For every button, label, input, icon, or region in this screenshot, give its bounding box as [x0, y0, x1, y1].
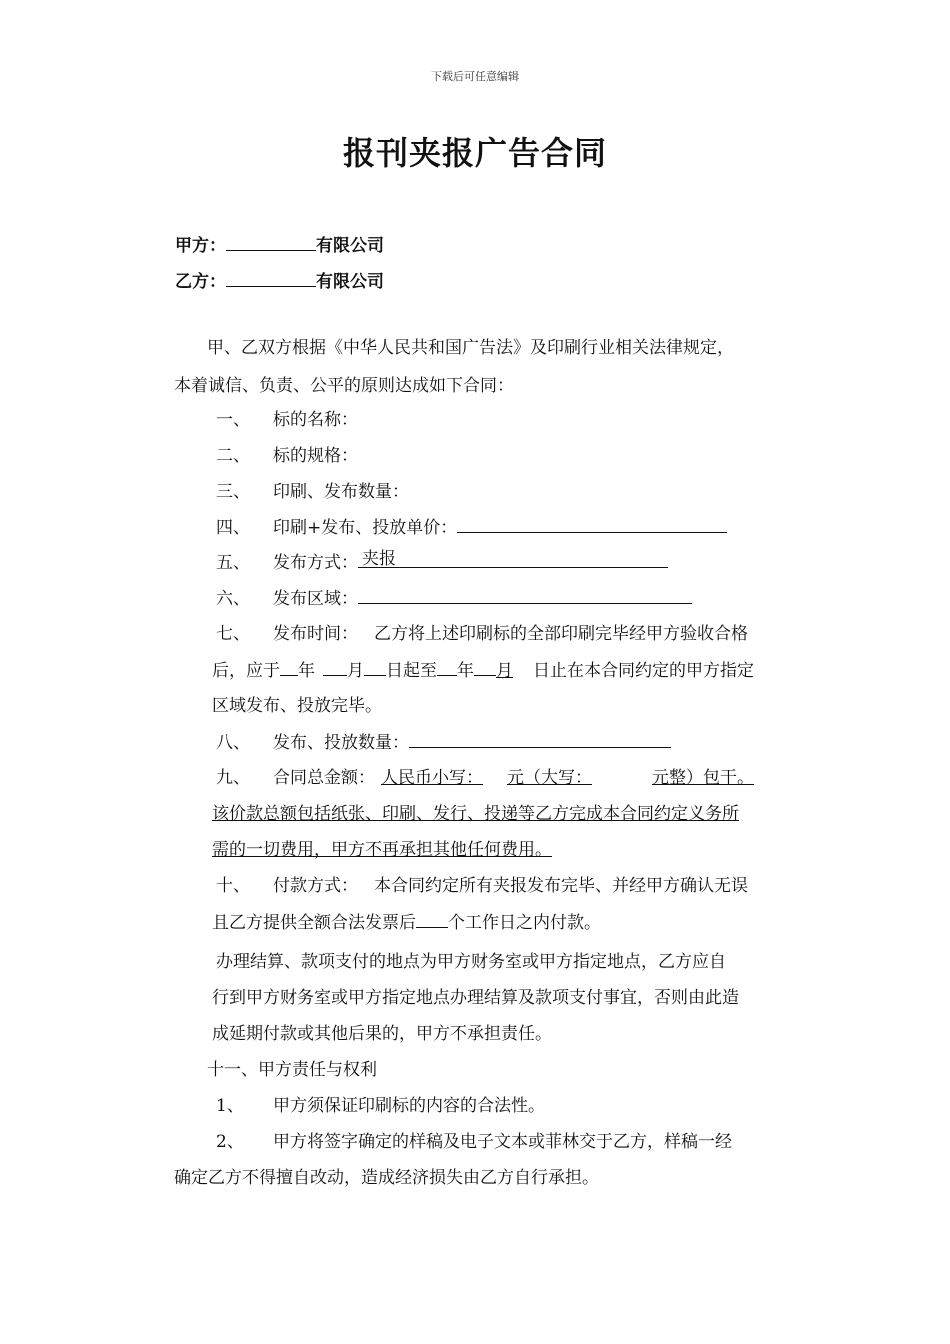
payment-suffix: 个工作日之内付款。	[448, 913, 601, 933]
month-label: 月	[496, 661, 513, 681]
item-number: 2、	[216, 1132, 244, 1152]
item-10-line-2	[212, 911, 601, 934]
section-11-item-1	[216, 1095, 545, 1117]
section-11-item-2	[216, 1131, 732, 1153]
party-a-line	[175, 231, 384, 256]
day-label: 日起至	[386, 661, 437, 681]
item-7-line-3: 区域发布、投放完毕。	[212, 696, 382, 716]
date-suffix: 日止在本合同约定的甲方指定	[533, 661, 754, 681]
item-number: 六、	[216, 589, 250, 609]
settlement-line-1: 办理结算、款项支付的地点为甲方财务室或甲方指定地点，乙方应自	[216, 952, 726, 972]
party-b-suffix: 有限公司	[316, 272, 384, 292]
payment-prefix: 且乙方提供全额合法发票后	[212, 913, 416, 933]
item-9-line-3: 需的一切费用，甲方不再承担其他任何费用。	[212, 840, 552, 860]
item-10	[216, 875, 748, 897]
quantity-blank[interactable]	[409, 731, 671, 748]
page-title: 报刊夹报广告合同	[342, 134, 607, 172]
intro-line-1: 甲、乙双方根据《中华人民共和国广告法》及印刷行业相关法律规定，	[207, 338, 734, 358]
start-day-blank[interactable]	[364, 659, 386, 676]
item-number: 八、	[216, 733, 250, 753]
amount-small-label: 人民币小写：	[381, 768, 483, 788]
start-year-blank[interactable]	[280, 659, 298, 676]
party-b-line	[175, 267, 384, 292]
item-7	[216, 623, 748, 645]
workdays-blank[interactable]	[416, 911, 448, 928]
item-label: 标的规格：	[273, 446, 358, 466]
publish-area-blank[interactable]	[358, 587, 692, 604]
start-month-blank[interactable]	[323, 659, 347, 676]
unit-price-blank[interactable]	[457, 516, 727, 533]
amount-suffix: 元整）包干。	[652, 768, 754, 788]
item-6	[216, 587, 692, 610]
intro-line-2: 本着诚信、负责、公平的原则达成如下合同：	[174, 376, 514, 396]
item-9	[216, 767, 754, 789]
item-2	[216, 445, 358, 467]
item-text: 甲方将签字确定的样稿及电子文本或菲林交于乙方，样稿一经	[273, 1132, 732, 1152]
item-text: 甲方须保证印刷标的内容的合法性。	[273, 1096, 545, 1116]
party-b-blank[interactable]	[226, 270, 316, 287]
header-note: 下载后可任意编辑	[431, 70, 519, 83]
item-number: 二、	[216, 446, 250, 466]
item-4	[216, 516, 727, 539]
item-1	[216, 409, 358, 431]
date-prefix: 后，应于	[212, 661, 280, 681]
end-year-blank[interactable]	[437, 659, 457, 676]
item-label: 标的名称：	[273, 410, 358, 430]
item-number: 一、	[216, 410, 250, 430]
party-b-label: 乙方：	[175, 272, 226, 292]
settlement-line-3: 成延期付款或其他后果的，甲方不承担责任。	[212, 1024, 552, 1044]
item-label: 印刷+发布、投放单价：	[273, 518, 458, 538]
item-label: 发布、投放数量：	[273, 733, 409, 753]
item-7-date-line	[212, 659, 754, 682]
month-label: 月	[347, 661, 364, 681]
item-9-line-2: 该价款总额包括纸张、印刷、发行、投递等乙方完成本合同约定义务所	[212, 804, 739, 824]
amount-big-label: 元（大写：	[507, 768, 592, 788]
item-label: 发布方式：	[273, 553, 358, 573]
end-month-blank[interactable]	[474, 659, 496, 676]
section-11-item-2-cont: 确定乙方不得擅自改动，造成经济损失由乙方自行承担。	[174, 1168, 599, 1188]
item-number: 四、	[216, 518, 250, 538]
item-number: 五、	[216, 553, 250, 573]
publish-method-field[interactable]	[358, 551, 668, 568]
item-number: 十、	[216, 876, 250, 896]
item-8	[216, 731, 671, 754]
item-label: 合同总金额：	[273, 768, 375, 788]
item-number: 七、	[216, 624, 250, 644]
item-number: 1、	[216, 1096, 244, 1116]
item-5	[216, 551, 668, 574]
item-label: 发布时间：	[273, 624, 358, 644]
settlement-line-2: 行到甲方财务室或甲方指定地点办理结算及款项支付事宜，否则由此造	[212, 988, 739, 1008]
publish-method-value: 夹报	[362, 549, 396, 569]
item-number: 九、	[216, 768, 250, 788]
year-label: 年	[298, 661, 315, 681]
item-label: 发布区域：	[273, 589, 358, 609]
item-label: 印刷、发布数量：	[273, 482, 409, 502]
item-3	[216, 481, 409, 503]
item-text: 本合同约定所有夹报发布完毕、并经甲方确认无误	[374, 876, 748, 896]
party-a-label: 甲方：	[175, 236, 226, 256]
amount-text	[381, 768, 754, 788]
item-label: 付款方式：	[273, 876, 358, 896]
year-label: 年	[457, 661, 474, 681]
item-number: 三、	[216, 482, 250, 502]
section-11-heading: 十一、甲方责任与权利	[207, 1060, 377, 1080]
item-text: 乙方将上述印刷标的全部印刷完毕经甲方验收合格	[374, 624, 748, 644]
party-a-blank[interactable]	[226, 234, 316, 251]
party-a-suffix: 有限公司	[316, 236, 384, 256]
